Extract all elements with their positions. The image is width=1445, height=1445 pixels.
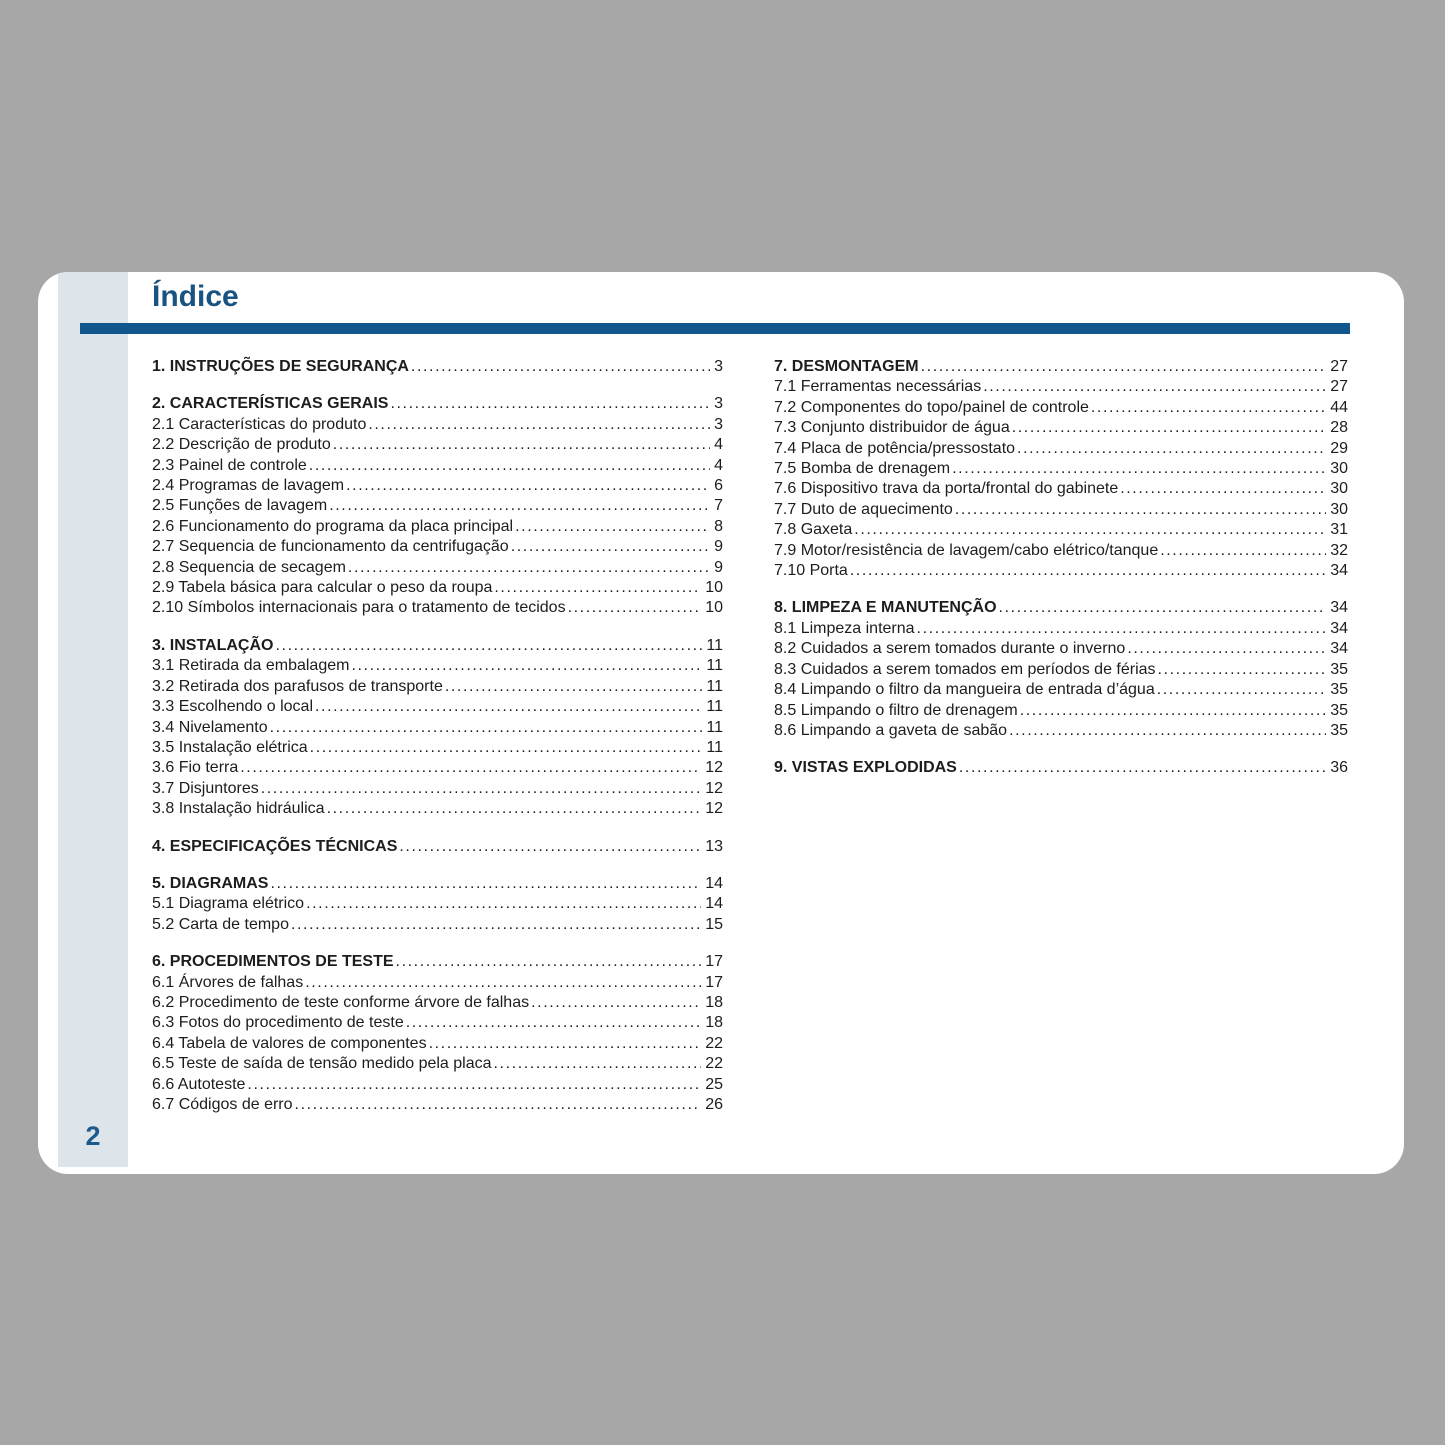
toc-entry <box>152 415 723 435</box>
toc-entry-label: 5. DIAGRAMAS <box>152 874 269 892</box>
toc-entry-label: 8.6 Limpando a gaveta de sabão <box>774 721 1008 739</box>
toc-entry <box>774 680 1348 700</box>
toc-entry-page: 10 <box>705 599 723 617</box>
toc-entry <box>152 1075 723 1095</box>
toc-entry-page: 9 <box>714 538 723 556</box>
toc-entry-page: 14 <box>705 895 723 913</box>
toc-leader-dots <box>275 636 702 656</box>
toc-entry <box>774 398 1348 418</box>
toc-entry <box>152 1034 723 1054</box>
toc-entry <box>152 1095 723 1115</box>
toc-entry-page: 6 <box>714 477 723 495</box>
toc-entry-page: 28 <box>1330 419 1348 437</box>
toc-leader-dots <box>390 394 710 414</box>
toc-entry <box>152 677 723 697</box>
toc-leader-dots <box>850 561 1326 581</box>
toc-entry <box>774 500 1348 520</box>
toc-entry <box>152 973 723 993</box>
toc-entry-page: 26 <box>705 1096 723 1113</box>
toc-entry-page: 25 <box>705 1075 723 1093</box>
toc-entry-label: 6.7 Códigos de erro <box>152 1096 293 1113</box>
toc-entry-label: 1. INSTRUÇÕES DE SEGURANÇA <box>152 358 409 375</box>
toc-entry-page: 27 <box>1330 378 1348 396</box>
toc-leader-dots <box>295 1095 702 1115</box>
toc-entry-label: 2.9 Tabela básica para calcular o peso da roupa <box>152 579 493 597</box>
toc-entry <box>152 578 723 598</box>
toc-entry-page: 34 <box>1330 599 1348 617</box>
toc-entry-label: 3.4 Nivelamento <box>152 718 268 736</box>
toc-leader-dots <box>333 435 710 455</box>
toc-entry-page: 27 <box>1330 358 1348 375</box>
toc-entry-page: 8 <box>714 517 723 535</box>
toc-group <box>152 837 723 857</box>
toc-entry-label: 7.4 Placa de potência/pressostato <box>774 439 1016 457</box>
toc-entry <box>152 656 723 676</box>
toc-entry-page: 35 <box>1330 721 1348 739</box>
toc-leader-dots <box>445 677 703 697</box>
toc-leader-dots <box>1157 680 1326 700</box>
toc-group <box>774 357 1348 581</box>
toc-entry-page: 32 <box>1330 541 1348 559</box>
toc-group <box>152 874 723 935</box>
toc-entry <box>774 439 1348 459</box>
toc-leader-dots <box>411 357 710 377</box>
toc-entry-label: 6.4 Tabela de valores de componentes <box>152 1034 427 1052</box>
toc-entry <box>152 837 723 857</box>
toc-entry-label: 8.4 Limpando o filtro da mangueira de entrada d’água <box>774 681 1155 699</box>
toc-entry-label: 3.3 Escolhendo o local <box>152 698 313 716</box>
toc-entry <box>152 456 723 476</box>
toc-entry <box>152 636 723 656</box>
toc-entry <box>774 701 1348 721</box>
toc-group <box>152 394 723 618</box>
page-title: Índice <box>152 280 239 313</box>
toc-group <box>774 758 1348 778</box>
toc-leader-dots <box>348 558 710 578</box>
toc-leader-dots <box>309 456 710 476</box>
toc-entry-page: 11 <box>706 657 723 675</box>
toc-leader-dots <box>952 459 1326 479</box>
toc-entry-page: 30 <box>1330 480 1348 498</box>
toc-column-right <box>774 357 1348 779</box>
toc-leader-dots <box>351 656 702 676</box>
toc-leader-dots <box>511 537 710 557</box>
page-number: 2 <box>85 1121 101 1151</box>
toc-leader-dots <box>917 619 1327 639</box>
toc-entry-label: 7.6 Dispositivo trava da porta/frontal do gabinete <box>774 480 1119 498</box>
toc-entry-label: 7.9 Motor/resistência de lavagem/cabo elétrico/tanque <box>774 541 1159 559</box>
toc-entry-label: 2. CARACTERÍSTICAS GERAIS <box>152 395 389 413</box>
toc-entry <box>774 561 1348 581</box>
toc-entry <box>774 541 1348 561</box>
toc-entry-page: 13 <box>705 837 723 855</box>
toc-entry <box>152 779 723 799</box>
toc-leader-dots <box>494 578 701 598</box>
toc-entry-page: 35 <box>1330 660 1348 678</box>
toc-group <box>774 598 1348 741</box>
toc-entry-page: 11 <box>706 718 723 736</box>
toc-entry-page: 34 <box>1330 562 1348 580</box>
toc-leader-dots <box>983 377 1326 397</box>
toc-leader-dots <box>429 1034 702 1054</box>
toc-entry-page: 14 <box>705 874 723 892</box>
toc-entry-page: 9 <box>714 558 723 576</box>
toc-entry-label: 7. DESMONTAGEM <box>774 358 919 375</box>
toc-entry <box>152 1013 723 1033</box>
toc-leader-dots <box>305 973 701 993</box>
toc-entry-page: 4 <box>714 456 723 474</box>
toc-entry-page: 11 <box>706 636 723 654</box>
toc-entry <box>152 697 723 717</box>
toc-entry <box>152 357 723 377</box>
toc-entry <box>152 758 723 778</box>
toc-entry-page: 3 <box>714 395 723 413</box>
toc-entry-page: 10 <box>705 579 723 597</box>
toc-leader-dots <box>494 1054 702 1074</box>
toc-leader-dots <box>959 758 1326 778</box>
toc-entry-label: 3.8 Instalação hidráulica <box>152 800 325 818</box>
toc-entry <box>774 619 1348 639</box>
side-strip <box>58 272 128 1167</box>
toc-column-left <box>152 357 723 1115</box>
toc-entry-label: 8.1 Limpeza interna <box>774 619 915 637</box>
toc-entry <box>152 435 723 455</box>
toc-entry <box>774 459 1348 479</box>
toc-entry-label: 3. INSTALAÇÃO <box>152 636 274 654</box>
toc-leader-dots <box>291 915 701 935</box>
toc-entry-page: 34 <box>1330 619 1348 637</box>
toc-entry-label: 5.1 Diagrama elétrico <box>152 895 305 913</box>
toc-entry-page: 18 <box>705 1014 723 1032</box>
toc-entry-page: 22 <box>705 1055 723 1073</box>
toc-leader-dots <box>921 357 1327 377</box>
toc-leader-dots <box>531 993 701 1013</box>
toc-entry-page: 30 <box>1330 500 1348 518</box>
toc-entry-label: 7.8 Gaxeta <box>774 521 853 539</box>
toc-entry-page: 18 <box>705 993 723 1011</box>
toc-entry-page: 3 <box>714 358 723 375</box>
toc-entry-label: 6. PROCEDIMENTOS DE TESTE <box>152 953 394 971</box>
toc-entry-page: 7 <box>714 497 723 515</box>
toc-leader-dots <box>568 598 702 618</box>
toc-leader-dots <box>240 758 701 778</box>
toc-group <box>152 636 723 820</box>
toc-entry <box>152 738 723 758</box>
toc-entry-page: 35 <box>1330 701 1348 719</box>
toc-entry-page: 3 <box>714 415 723 433</box>
toc-leader-dots <box>854 520 1326 540</box>
toc-entry <box>774 639 1348 659</box>
toc-leader-dots <box>329 496 710 516</box>
toc-entry <box>152 799 723 819</box>
toc-leader-dots <box>396 952 702 972</box>
toc-entry-label: 2.2 Descrição de produto <box>152 436 331 454</box>
toc-entry-page: 15 <box>705 915 723 933</box>
toc-entry <box>152 915 723 935</box>
toc-leader-dots <box>306 894 701 914</box>
toc-entry <box>774 598 1348 618</box>
toc-entry-page: 36 <box>1330 759 1348 777</box>
toc-entry-page: 11 <box>706 738 723 756</box>
toc-entry-label: 7.7 Duto de aquecimento <box>774 500 953 518</box>
toc-entry-page: 17 <box>705 953 723 971</box>
toc-entry-label: 7.5 Bomba de drenagem <box>774 460 951 478</box>
toc-entry-label: 3.5 Instalação elétrica <box>152 738 308 756</box>
toc-leader-dots <box>368 415 710 435</box>
toc-entry-page: 17 <box>705 973 723 991</box>
toc-entry-label: 2.6 Funcionamento do programa da placa principal <box>152 517 514 535</box>
toc-entry-page: 11 <box>706 698 723 716</box>
toc-leader-dots <box>261 779 701 799</box>
toc-entry-label: 7.2 Componentes do topo/painel de controle <box>774 398 1089 416</box>
toc-entry-page: 12 <box>705 779 723 797</box>
toc-entry <box>774 377 1348 397</box>
toc-leader-dots <box>1009 721 1326 741</box>
toc-entry-page: 29 <box>1330 439 1348 457</box>
toc-entry-label: 3.6 Fio terra <box>152 759 239 777</box>
toc-entry-label: 6.2 Procedimento de teste conforme árvore de falhas <box>152 993 530 1011</box>
toc-entry-page: 30 <box>1330 460 1348 478</box>
toc-leader-dots <box>247 1075 701 1095</box>
toc-entry-label: 8.3 Cuidados a serem tomados em períodos de férias <box>774 660 1156 678</box>
toc-leader-dots <box>1012 418 1326 438</box>
toc-entry-label: 2.3 Painel de controle <box>152 456 307 474</box>
toc-entry <box>152 894 723 914</box>
toc-entry-page: 12 <box>705 800 723 818</box>
toc-entry <box>152 517 723 537</box>
toc-entry-page: 35 <box>1330 681 1348 699</box>
toc-entry-label: 2.5 Funções de lavagem <box>152 497 328 515</box>
toc-entry <box>152 993 723 1013</box>
toc-entry <box>774 758 1348 778</box>
toc-entry <box>774 520 1348 540</box>
toc-entry-page: 11 <box>706 677 723 695</box>
toc-entry <box>152 874 723 894</box>
toc-entry-label: 7.3 Conjunto distribuidor de água <box>774 419 1010 437</box>
toc-leader-dots <box>999 598 1327 618</box>
toc-entry <box>152 476 723 496</box>
toc-leader-dots <box>315 697 702 717</box>
toc-entry <box>774 660 1348 680</box>
toc-entry-label: 4. ESPECIFICAÇÕES TÉCNICAS <box>152 837 398 855</box>
toc-entry-label: 3.2 Retirada dos parafusos de transporte <box>152 677 443 695</box>
toc-leader-dots <box>406 1013 701 1033</box>
toc-entry <box>774 357 1348 377</box>
toc-group <box>152 952 723 1115</box>
toc-leader-dots <box>270 874 701 894</box>
toc-entry-label: 7.10 Porta <box>774 562 848 580</box>
toc-leader-dots <box>1158 660 1327 680</box>
toc-entry <box>152 718 723 738</box>
toc-leader-dots <box>270 718 703 738</box>
toc-entry-label: 2.7 Sequencia de funcionamento da centrifugação <box>152 538 509 556</box>
toc-entry-label: 8.2 Cuidados a serem tomados durante o inverno <box>774 640 1126 658</box>
toc-entry-page: 34 <box>1330 640 1348 658</box>
toc-leader-dots <box>515 517 710 537</box>
toc-entry <box>152 558 723 578</box>
toc-entry-label: 2.4 Programas de lavagem <box>152 477 345 495</box>
toc-entry-label: 2.8 Sequencia de secagem <box>152 558 346 576</box>
toc-entry-page: 44 <box>1330 398 1348 416</box>
toc-entry-label: 8. LIMPEZA E MANUTENÇÃO <box>774 599 997 617</box>
toc-entry <box>152 1054 723 1074</box>
toc-group <box>152 357 723 377</box>
toc-leader-dots <box>1017 439 1326 459</box>
toc-entry-label: 6.6 Autoteste <box>152 1075 246 1093</box>
toc-entry <box>152 952 723 972</box>
toc-entry-label: 6.3 Fotos do procedimento de teste <box>152 1014 404 1032</box>
toc-entry <box>152 496 723 516</box>
toc-entry-label: 6.1 Árvores de falhas <box>152 973 304 991</box>
toc-leader-dots <box>1020 701 1326 721</box>
toc-entry-label: 2.10 Símbolos internacionais para o tratamento de tecidos <box>152 599 566 617</box>
toc-entry <box>152 537 723 557</box>
title-rule <box>80 323 1350 334</box>
toc-entry <box>152 598 723 618</box>
toc-entry-label: 2.1 Características do produto <box>152 415 367 433</box>
toc-leader-dots <box>327 799 702 819</box>
toc-entry <box>774 418 1348 438</box>
toc-leader-dots <box>1091 398 1326 418</box>
toc-leader-dots <box>1120 479 1326 499</box>
toc-entry <box>774 721 1348 741</box>
toc-entry <box>774 479 1348 499</box>
toc-entry-label: 8.5 Limpando o filtro de drenagem <box>774 701 1018 719</box>
toc-entry <box>152 394 723 414</box>
toc-entry-label: 9. VISTAS EXPLODIDAS <box>774 759 957 777</box>
toc-leader-dots <box>399 837 701 857</box>
toc-leader-dots <box>1127 639 1326 659</box>
manual-page <box>38 272 1404 1174</box>
toc-entry-page: 31 <box>1330 521 1348 539</box>
toc-entry-label: 6.5 Teste de saída de tensão medido pela placa <box>152 1055 492 1073</box>
toc-leader-dots <box>346 476 710 496</box>
toc-leader-dots <box>310 738 703 758</box>
toc-entry-page: 12 <box>705 759 723 777</box>
toc-leader-dots <box>955 500 1326 520</box>
toc-entry-label: 3.1 Retirada da embalagem <box>152 657 350 675</box>
toc-entry-label: 5.2 Carta de tempo <box>152 915 289 933</box>
toc-entry-page: 22 <box>705 1034 723 1052</box>
toc-entry-label: 3.7 Disjuntores <box>152 779 259 797</box>
toc-entry-page: 4 <box>714 436 723 454</box>
toc-leader-dots <box>1160 541 1326 561</box>
toc-entry-label: 7.1 Ferramentas necessárias <box>774 378 982 396</box>
